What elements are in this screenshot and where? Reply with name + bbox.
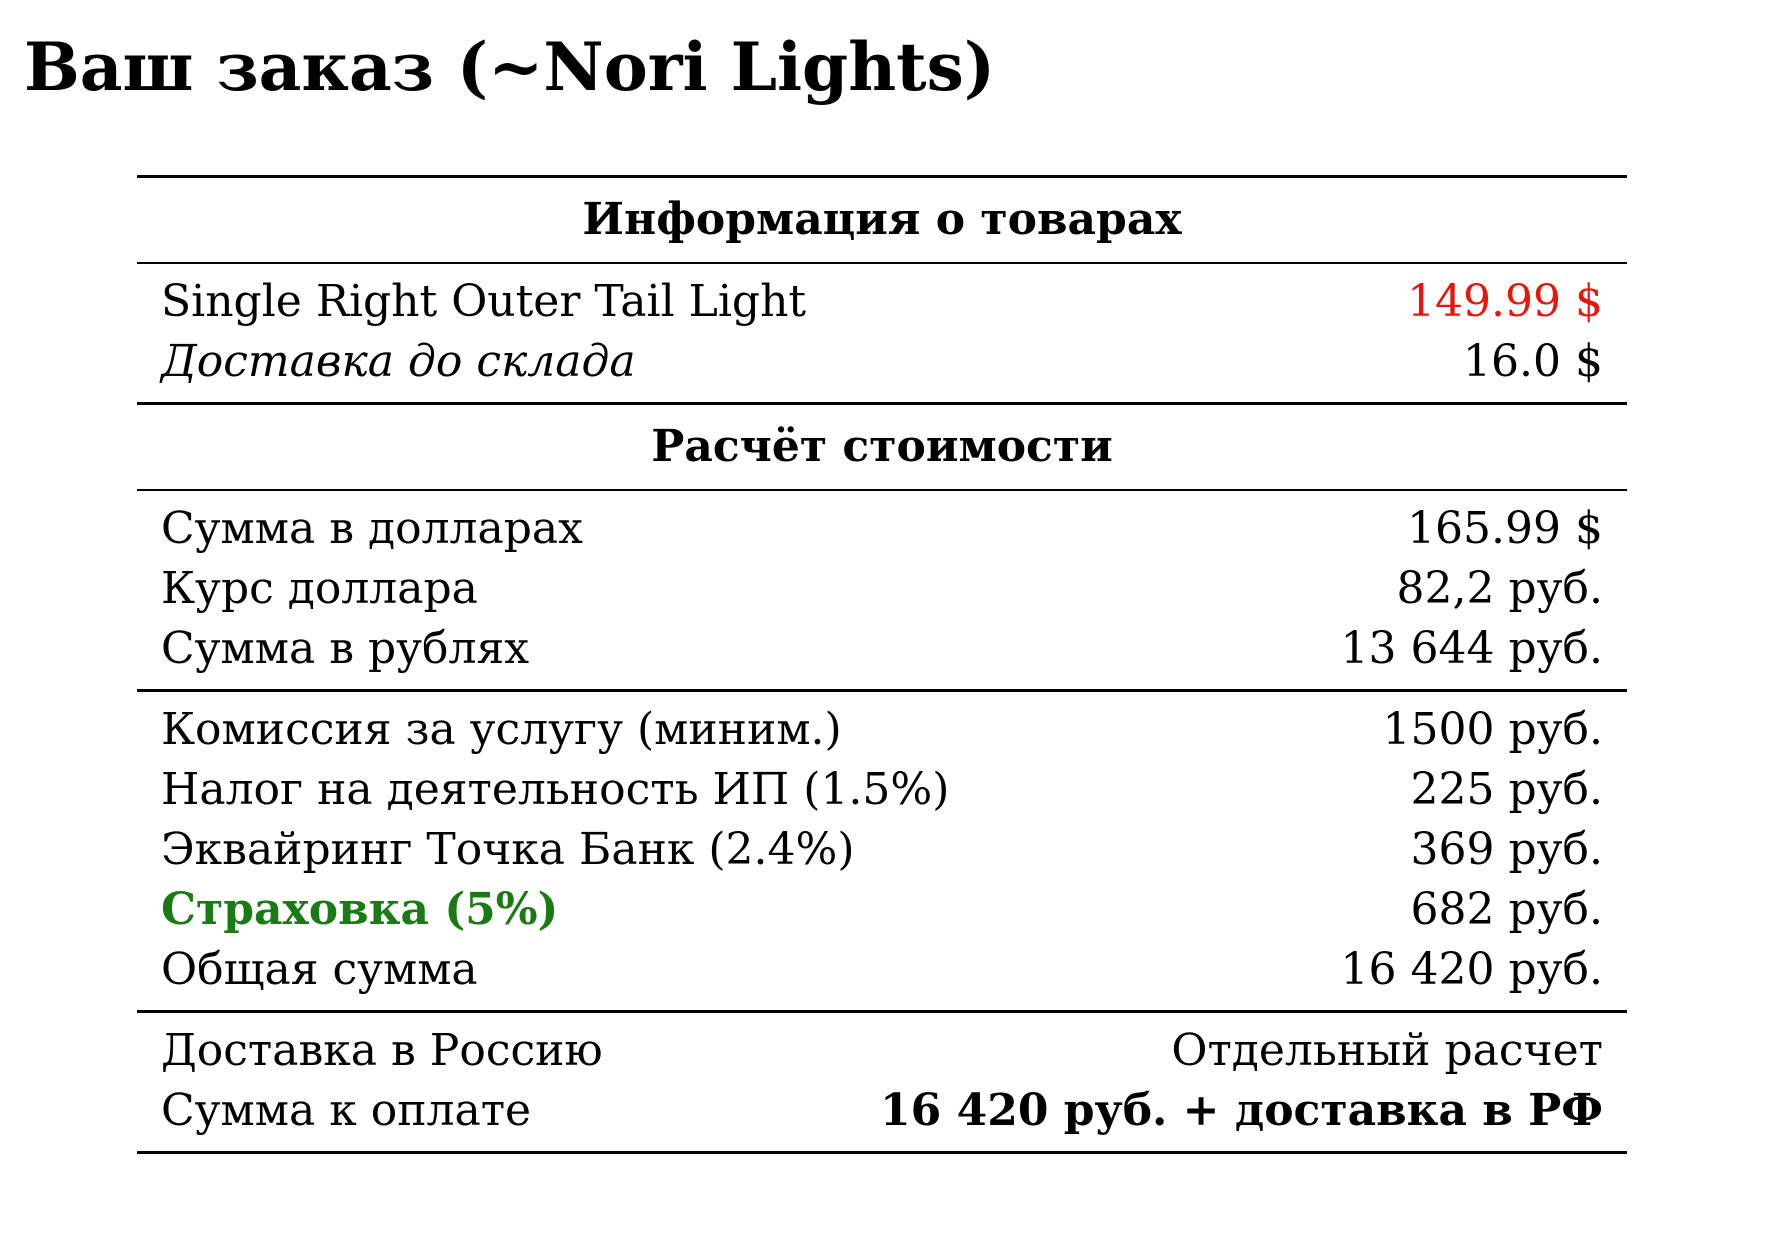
amount-due-value: 16 420 руб. + доставка в РФ	[880, 1085, 1603, 1136]
section-header-calculation: Расчёт стоимости	[651, 421, 1113, 472]
total-label: Общая сумма	[161, 944, 478, 995]
fees-group	[137, 692, 1627, 1010]
insurance-label: Страховка (5%)	[161, 884, 559, 935]
exchange-rate-row	[161, 559, 1603, 619]
final-group	[137, 1013, 1627, 1151]
service-fee-value: 1500 руб.	[1382, 704, 1603, 755]
page-title: Ваш заказ (~Nori Lights)	[24, 28, 996, 106]
sum-rub-label: Сумма в рублях	[161, 623, 530, 674]
product-name: Single Right Outer Tail Light	[161, 276, 807, 327]
amount-due-label: Сумма к оплате	[161, 1085, 532, 1136]
order-summary-table	[137, 175, 1627, 1154]
russia-shipping-value: Отдельный расчет	[1171, 1025, 1603, 1076]
sum-rub-row	[161, 619, 1603, 679]
warehouse-shipping-value: 16.0 $	[1463, 336, 1603, 387]
total-value: 16 420 руб.	[1340, 944, 1603, 995]
acquiring-value: 369 руб.	[1410, 824, 1603, 875]
sum-usd-value: 165.99 $	[1407, 503, 1603, 554]
product-price: 149.99 $	[1407, 276, 1603, 327]
tax-value: 225 руб.	[1410, 764, 1603, 815]
conversion-group	[137, 491, 1627, 689]
section-header-products: Информация о товарах	[582, 194, 1182, 245]
tax-label: Налог на деятельность ИП (1.5%)	[161, 764, 950, 815]
amount-due-row	[161, 1081, 1603, 1141]
warehouse-shipping-label: Доставка до склада	[161, 336, 636, 387]
service-fee-label: Комиссия за услугу (миним.)	[161, 704, 842, 755]
exchange-rate-value: 82,2 руб.	[1396, 563, 1603, 614]
russia-shipping-row	[161, 1021, 1603, 1081]
products-group	[137, 264, 1627, 402]
insurance-row	[161, 880, 1603, 940]
tax-row	[161, 760, 1603, 820]
exchange-rate-label: Курс доллара	[161, 563, 478, 614]
service-fee-row	[161, 700, 1603, 760]
table-bottom-rule	[137, 1151, 1627, 1154]
russia-shipping-label: Доставка в Россию	[161, 1025, 603, 1076]
insurance-value: 682 руб.	[1410, 884, 1603, 935]
acquiring-label: Эквайринг Точка Банк (2.4%)	[161, 824, 855, 875]
total-row	[161, 940, 1603, 1000]
sum-usd-row	[161, 499, 1603, 559]
sum-usd-label: Сумма в долларах	[161, 503, 583, 554]
acquiring-row	[161, 820, 1603, 880]
sum-rub-value: 13 644 руб.	[1340, 623, 1603, 674]
warehouse-shipping-row	[161, 332, 1603, 392]
product-row	[161, 272, 1603, 332]
